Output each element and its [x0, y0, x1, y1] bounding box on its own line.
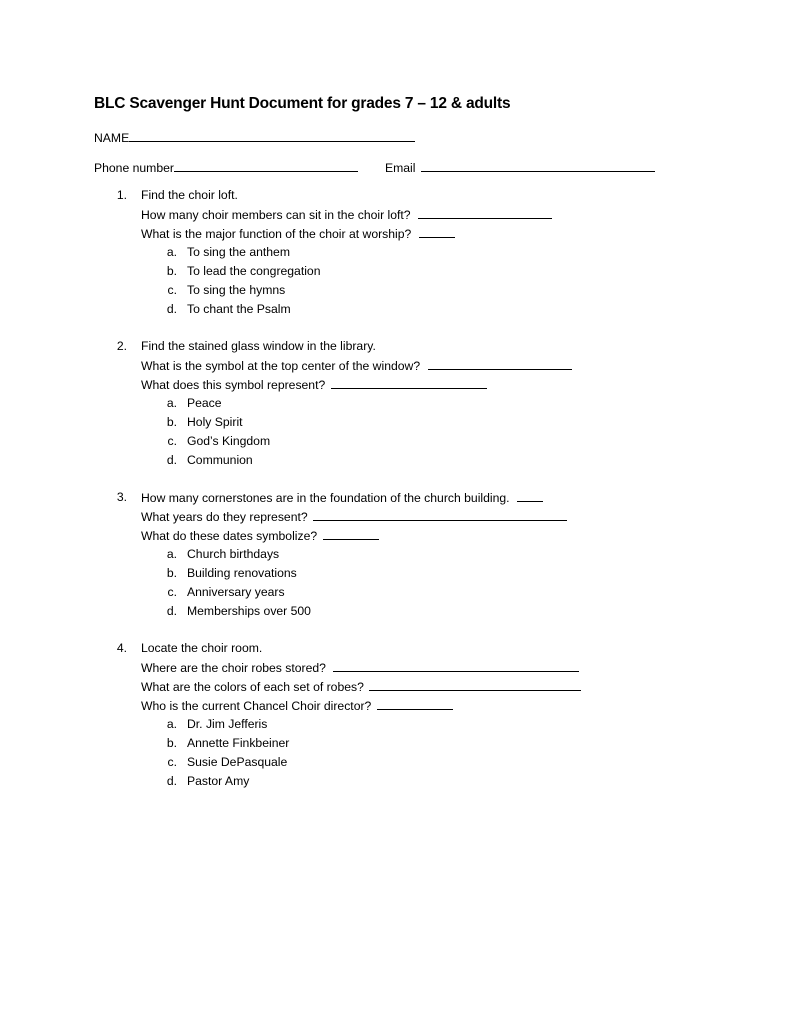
phone-field [94, 159, 358, 176]
option-letter: b. [166, 264, 177, 278]
question-2-option-b: Holy Spirit [187, 415, 243, 429]
question-3-prompt-blank[interactable] [517, 489, 543, 502]
question-2-prompt: Find the stained glass window in the library. [141, 339, 376, 353]
question-2-sub-1-blank[interactable] [428, 357, 572, 370]
question-4-option-c: Susie DePasquale [187, 755, 288, 769]
question-4-prompt: Locate the choir room. [141, 641, 263, 655]
question-3-option-a: Church birthdays [187, 547, 280, 561]
question-2-option-d: Communion [187, 453, 253, 467]
option-letter: b. [166, 566, 177, 580]
question-3-prompt-row [141, 489, 543, 506]
option-letter: a. [166, 547, 177, 561]
question-4-sub-3-blank[interactable] [377, 697, 453, 710]
option-letter: d. [166, 453, 177, 467]
question-1-sub-2-blank[interactable] [419, 225, 455, 238]
question-2-option-a: Peace [187, 396, 222, 410]
question-3-sub-1-text: What years do they represent? [141, 510, 308, 524]
question-2-sub-2-blank[interactable] [331, 376, 487, 389]
question-1-option-c: To sing the hymns [187, 283, 286, 297]
phone-label: Phone number [94, 161, 174, 175]
question-2-sub-1-text: What is the symbol at the top center of the window? [141, 359, 421, 373]
question-3-number: 3. [116, 490, 127, 504]
name-field [94, 129, 415, 146]
question-2-sub-2 [141, 376, 487, 393]
email-label: Email [385, 161, 416, 175]
phone-blank[interactable] [174, 159, 358, 172]
option-letter: d. [166, 302, 177, 316]
question-1-sub-1-blank[interactable] [418, 206, 552, 219]
option-letter: b. [166, 415, 177, 429]
question-3-prompt: How many cornerstones are in the foundation of the church building. [141, 491, 510, 505]
question-1-number: 1. [116, 188, 127, 202]
question-1-option-d: To chant the Psalm [187, 302, 291, 316]
option-letter: c. [167, 283, 177, 297]
question-4-option-b: Annette Finkbeiner [187, 736, 290, 750]
question-4-sub-1-text: Where are the choir robes stored? [141, 661, 326, 675]
question-1-sub-2 [141, 225, 455, 242]
name-label: NAME [94, 131, 130, 145]
option-letter: d. [166, 774, 177, 788]
question-4-sub-2 [141, 678, 581, 695]
question-2-number: 2. [116, 339, 127, 353]
question-3-sub-2 [141, 527, 379, 544]
question-1-sub-2-text: What is the major function of the choir at worship? [141, 227, 412, 241]
page-title: BLC Scavenger Hunt Document for grades 7 – 12 & adults [94, 95, 511, 112]
option-letter: d. [166, 604, 177, 618]
question-3-option-c: Anniversary years [187, 585, 285, 599]
name-blank[interactable] [129, 129, 415, 142]
question-3-option-b: Building renovations [187, 566, 297, 580]
question-4-sub-1-blank[interactable] [333, 659, 579, 672]
question-2-option-c: God’s Kingdom [187, 434, 271, 448]
question-2-sub-1 [141, 357, 572, 374]
question-1-prompt: Find the choir loft. [141, 188, 238, 202]
question-4-sub-2-text: What are the colors of each set of robes? [141, 680, 364, 694]
question-4-sub-3 [141, 697, 453, 714]
question-4-sub-2-blank[interactable] [369, 678, 581, 691]
question-3-sub-1 [141, 508, 567, 525]
option-letter: a. [166, 717, 177, 731]
question-3-option-d: Memberships over 500 [187, 604, 311, 618]
question-4-option-a: Dr. Jim Jefferis [187, 717, 268, 731]
option-letter: c. [167, 434, 177, 448]
option-letter: a. [166, 245, 177, 259]
question-4-sub-1 [141, 659, 579, 676]
question-3-sub-2-text: What do these dates symbolize? [141, 529, 318, 543]
option-letter: b. [166, 736, 177, 750]
question-4-option-d: Pastor Amy [187, 774, 250, 788]
question-3-sub-1-blank[interactable] [313, 508, 567, 521]
email-blank[interactable] [421, 159, 655, 172]
question-2-sub-2-text: What does this symbol represent? [141, 378, 326, 392]
option-letter: c. [167, 585, 177, 599]
question-1-option-b: To lead the congregation [187, 264, 321, 278]
question-4-number: 4. [116, 641, 127, 655]
question-1-sub-1 [141, 206, 552, 223]
email-field [385, 159, 655, 176]
question-1-option-a: To sing the anthem [187, 245, 290, 259]
question-1-sub-1-text: How many choir members can sit in the choir loft? [141, 208, 411, 222]
option-letter: a. [166, 396, 177, 410]
question-4-sub-3-text: Who is the current Chancel Choir director? [141, 699, 372, 713]
question-3-sub-2-blank[interactable] [323, 527, 379, 540]
option-letter: c. [167, 755, 177, 769]
